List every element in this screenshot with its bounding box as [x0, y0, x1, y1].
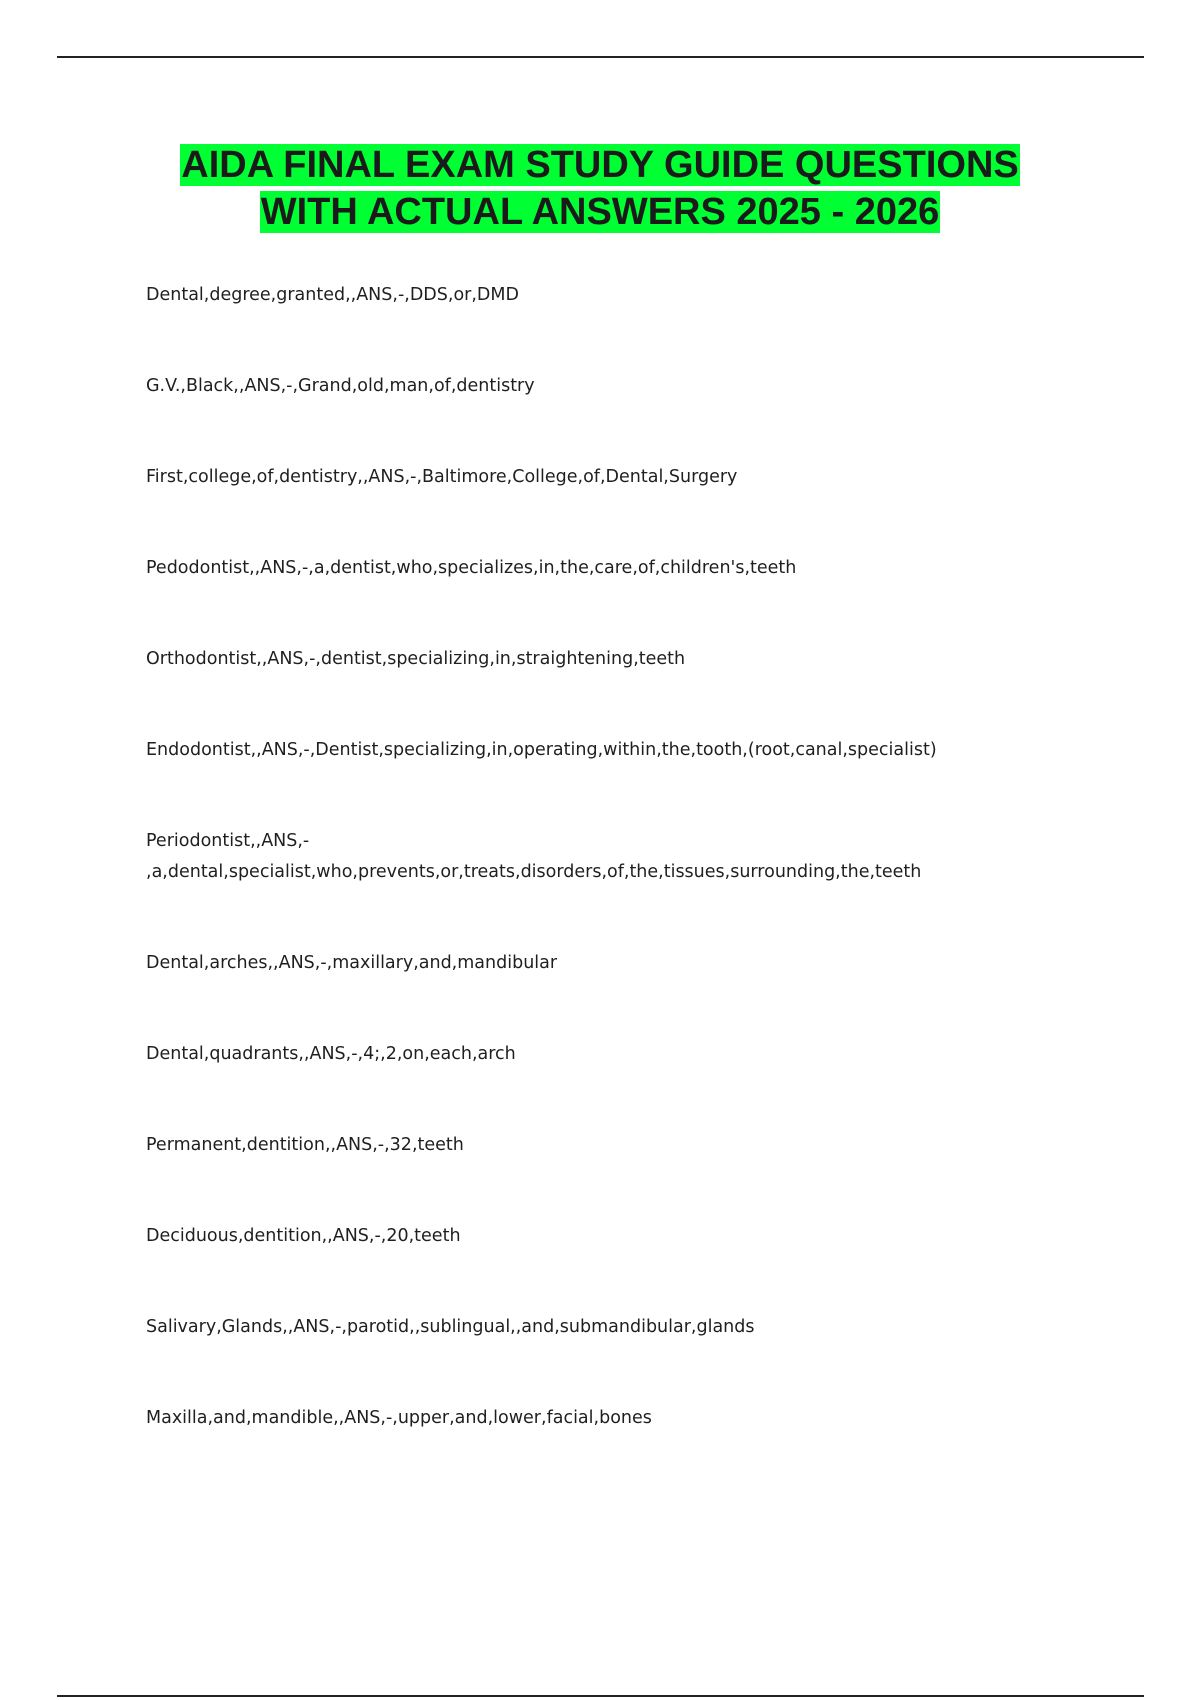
qa-entry: Dental,quadrants,,ANS,-,4;,2,on,each,arch	[146, 1044, 516, 1064]
qa-entry: First,college,of,dentistry,,ANS,-,Baltimore,College,of,Dental,Surgery	[146, 467, 738, 487]
qa-entry: Dental,degree,granted,,ANS,-,DDS,or,DMD	[146, 285, 519, 305]
qa-entry: G.V.,Black,,ANS,-,Grand,old,man,of,dentistry	[146, 376, 535, 396]
top-rule	[57, 56, 1144, 58]
qa-entry: Orthodontist,,ANS,-,dentist,specializing,in,straightening,teeth	[146, 649, 686, 669]
qa-entry: Periodontist,,ANS,- ,a,dental,specialist,who,prevents,or,treats,disorders,of,the,tissues,surrounding,the,teeth	[146, 831, 922, 882]
qa-entry: Permanent,dentition,,ANS,-,32,teeth	[146, 1135, 464, 1155]
qa-entry: Maxilla,and,mandible,,ANS,-,upper,and,lower,facial,bones	[146, 1408, 652, 1428]
qa-entry: Deciduous,dentition,,ANS,-,20,teeth	[146, 1226, 461, 1246]
title-line-1: AIDA FINAL EXAM STUDY GUIDE QUESTIONS	[181, 144, 1019, 186]
title-line-2: WITH ACTUAL ANSWERS 2025 - 2026	[260, 191, 940, 233]
bottom-rule	[57, 1695, 1144, 1697]
qa-entry: Dental,arches,,ANS,-,maxillary,and,mandibular	[146, 953, 558, 973]
page-title	[0, 142, 1200, 236]
qa-entry: Endodontist,,ANS,-,Dentist,specializing,in,operating,within,the,tooth,(root,canal,specialist)	[146, 740, 937, 760]
qa-entry: Salivary,Glands,,ANS,-,parotid,,sublingual,,and,submandibular,glands	[146, 1317, 755, 1337]
qa-entry: Pedodontist,,ANS,-,a,dentist,who,specializes,in,the,care,of,children's,teeth	[146, 558, 797, 578]
